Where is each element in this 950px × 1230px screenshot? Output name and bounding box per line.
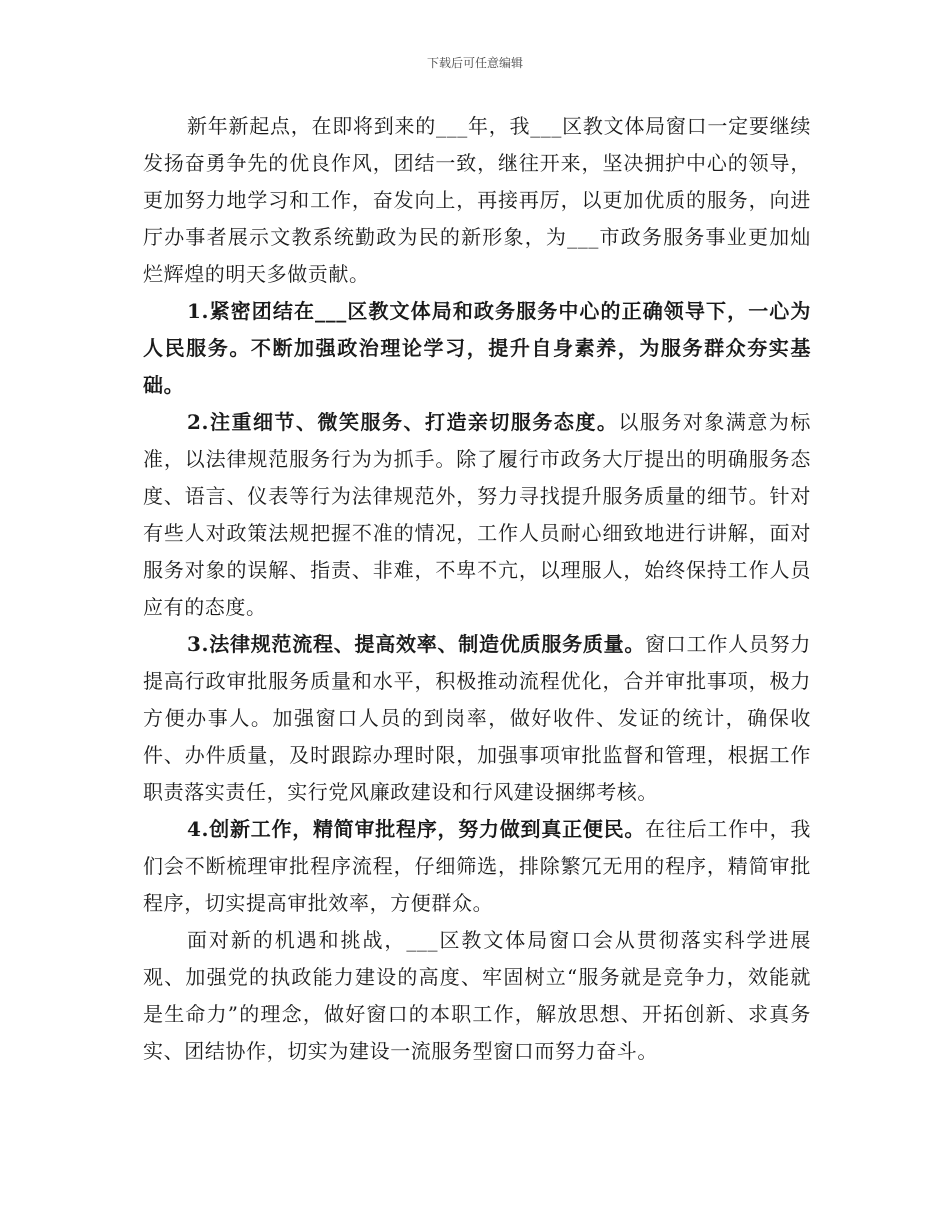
paragraph-item-3-text: 窗口工作人员努力提高行政审批服务质量和水平，积极推动流程优化，合并审批事项，极力方便办事人。加强窗口人员的到岗率，做好收件、发证的统计，确保收件、办件质量，及时跟踪办理时限，加强事项审批监督和管理，根据工作职责落实责任，实行党风廉政建设和行风建设捆绑考核。 <box>143 632 811 804</box>
paragraph-item-2-heading: 2.注重细节、微笑服务、打造亲切服务态度。 <box>187 410 619 434</box>
paragraph-intro-text: 新年新起点，在即将到来的___年，我___区教文体局窗口一定要继续发扬奋勇争先的优良作风，团结一致，继往开来，坚决拥护中心的领导，更加努力地学习和工作，奋发向上，再接再厉，以更加优质的服务，向进厅办事者展示文教系统勤政为民的新形象，为___市政务服务事业更加灿烂辉煌的明天多做贡献。 <box>143 114 811 286</box>
paragraph-intro <box>143 108 811 293</box>
document-body <box>143 108 811 1070</box>
paragraph-conclusion-text: 面对新的机遇和挑战，___区教文体局窗口会从贯彻落实科学进展观、加强党的执政能力建设的高度、牢固树立“服务就是竞争力，效能就是生命力”的理念，做好窗口的本职工作，解放思想、开拓创新、求真务实、团结协作，切实为建设一流服务型窗口而努力奋斗。 <box>143 928 811 1063</box>
paragraph-item-2-text: 以服务对象满意为标准，以法律规范服务行为为抓手。除了履行市政务大厅提出的明确服务态度、语言、仪表等行为法律规范外，努力寻找提升服务质量的细节。针对有些人对政策法规把握不准的情况，工作人员耐心细致地进行讲解，面对服务对象的误解、指责、非难，不卑不亢，以理服人，始终保持工作人员应有的态度。 <box>143 410 811 619</box>
paragraph-item-3 <box>143 626 811 811</box>
paragraph-item-1-heading: 1.紧密团结在___区教文体局和政务服务中心的正确领导下，一心为人民服务。不断加强政治理论学习，提升自身素养，为服务群众夯实基础。 <box>143 299 811 397</box>
paragraph-item-3-heading: 3.法律规范流程、提高效率、制造优质服务质量。 <box>187 632 646 656</box>
paragraph-item-2 <box>143 404 811 626</box>
paragraph-item-4-text: 在往后工作中，我们会不断梳理审批程序流程，仔细筛选，排除繁冗无用的程序，精简审批程序，切实提高审批效率，方便群众。 <box>143 817 811 915</box>
paragraph-item-1 <box>143 293 811 404</box>
paragraph-item-4-heading: 4.创新工作，精简审批程序，努力做到真正便民。 <box>187 817 646 841</box>
paragraph-conclusion <box>143 922 811 1070</box>
paragraph-item-4 <box>143 811 811 922</box>
page-header: 下载后可任意编辑 <box>426 56 523 70</box>
